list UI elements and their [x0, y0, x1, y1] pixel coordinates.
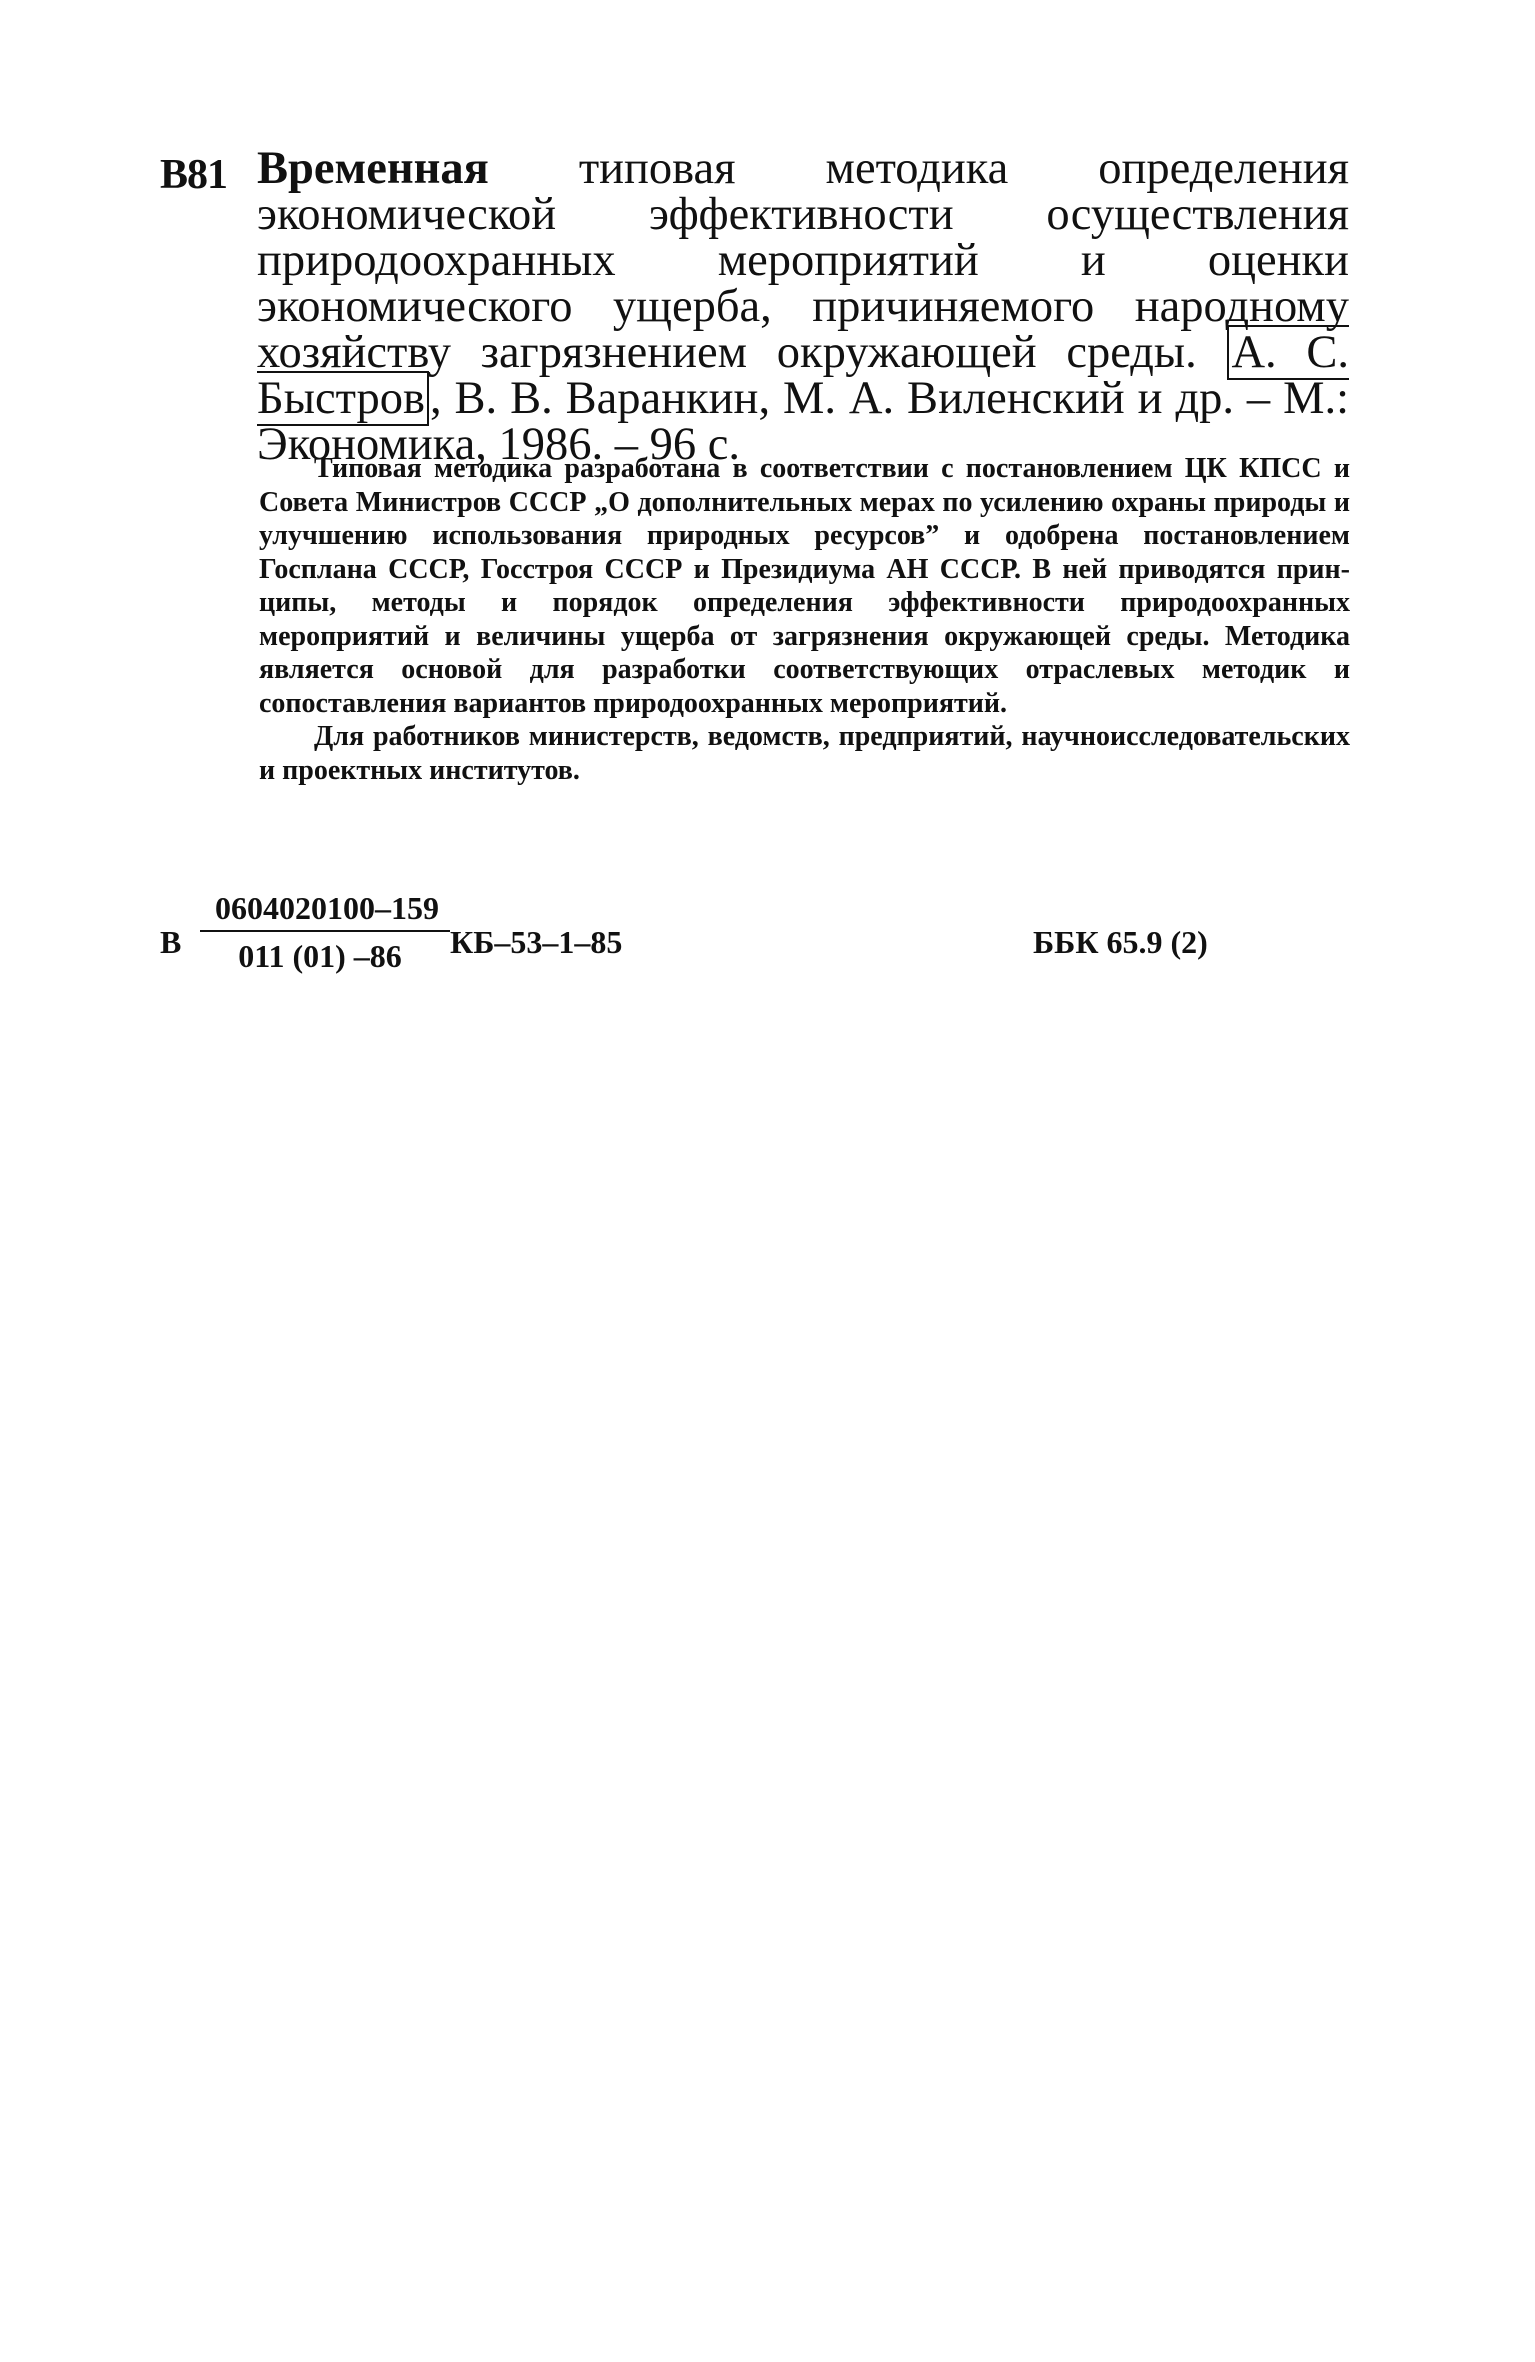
biblio-letter: В [160, 924, 182, 960]
entry-description [257, 143, 1349, 470]
biblio-fraction [200, 888, 440, 976]
kb-code: КБ–53–1–85 [450, 924, 623, 960]
biblio-numerator: 0604020100–159 [215, 890, 439, 926]
annotation-paragraph-2: Для работников министерств, ведомств, предприятий, научноисследовательских и проектных институтов. [259, 721, 1350, 786]
bibliographic-codes [160, 888, 1360, 998]
authors-rest: , В. В. Варанкин, М. А. Виленский и др. – М.: Экономика, 1986. – 96 с. [257, 373, 1349, 470]
title-lead: Временная [257, 143, 489, 194]
title-rest: типовая методика определения экономической эффективности осуществления природоохранных мероприятий и оценки экономического ущерба, причиняемого народному хозяйству загрязнением окружающей среды. [257, 143, 1349, 378]
biblio-denominator: 011 (01) –86 [238, 938, 402, 974]
fraction-bar [200, 930, 450, 932]
annotation-paragraph-1: Типовая методика разработана в соответствии с постановлением ЦК КПСС и Совета Министров СССР „О дополнительных мерах по усилению охраны природы и улучшению использования природных ресурсов” и одобрена постановлением Госплана СССР, Госстроя СССР и Президиума АН СССР. В ней приводятся принципы, методы и порядок определения эффективности природоохранных мероприятий и величины ущерба от загрязнения окружающей среды. Методика является основой для разработки соответствующих отраслевых методик и сопоставления вариантов природоохранных мероприятий. [259, 453, 1350, 719]
annotation [259, 452, 1350, 787]
first-author-boxed: А. С. Быстров [257, 327, 1349, 424]
bbk-code: ББК 65.9 (2) [1033, 924, 1208, 960]
catalog-code: В81 [160, 152, 228, 198]
